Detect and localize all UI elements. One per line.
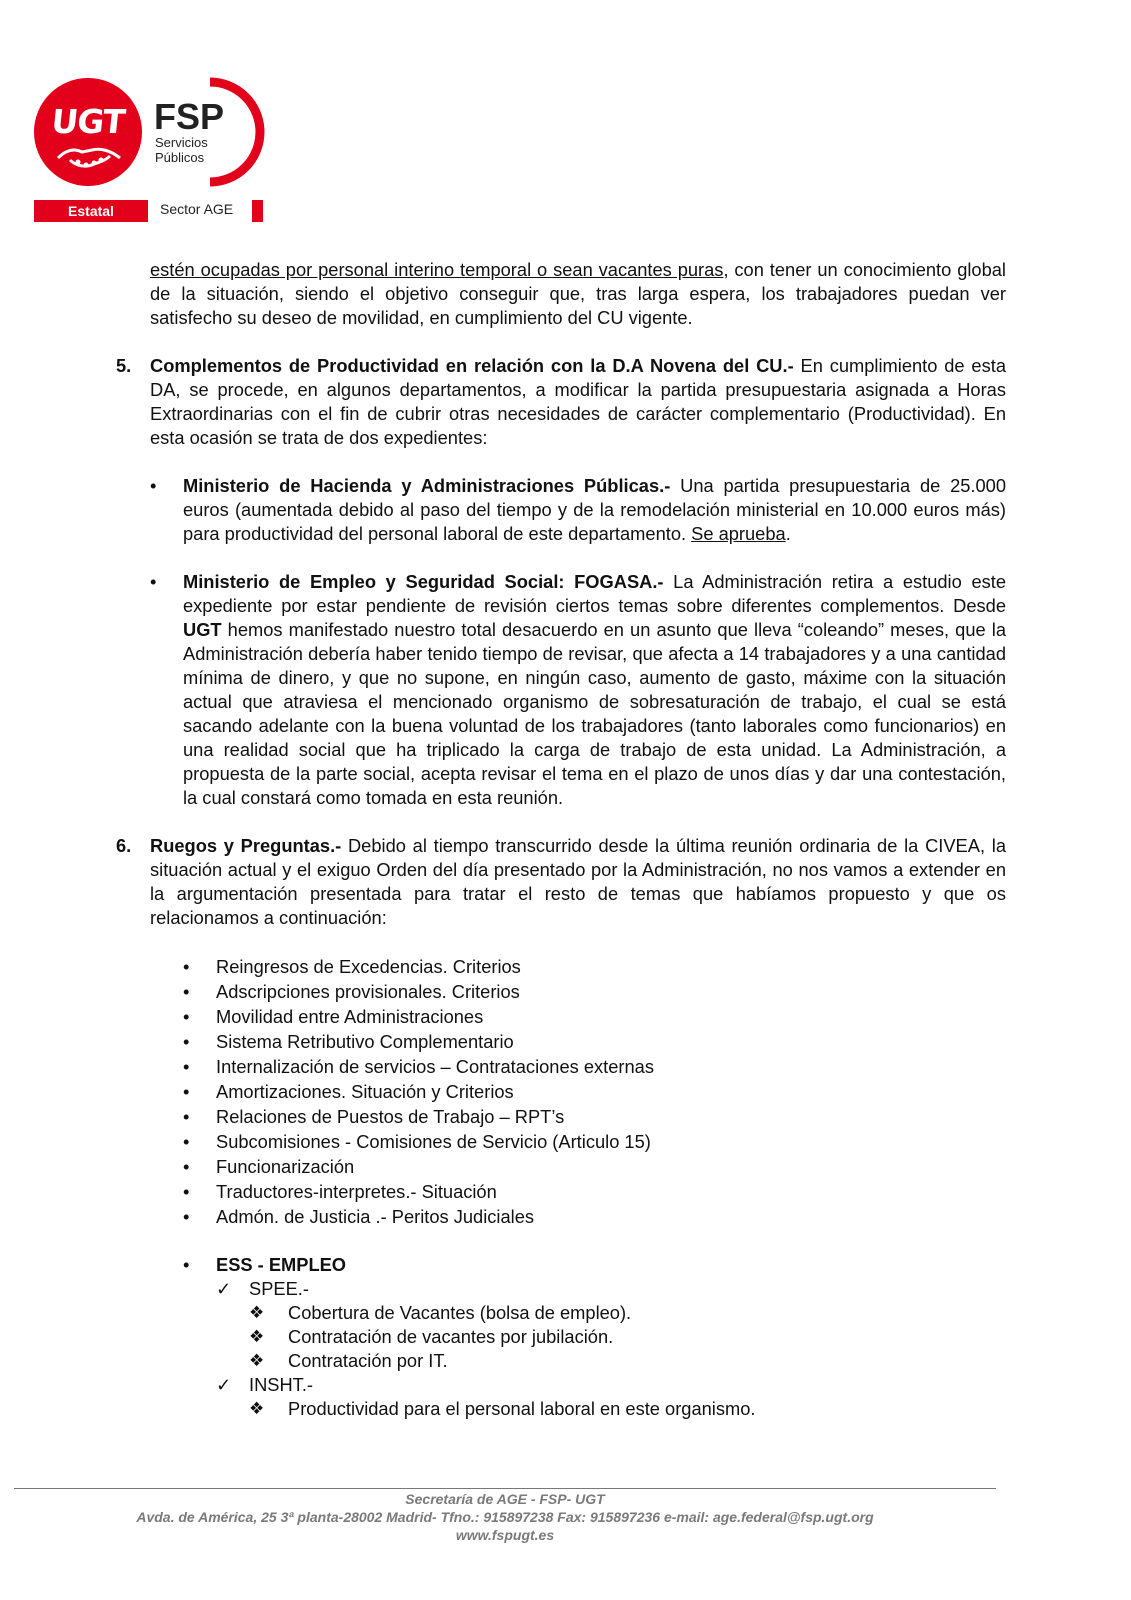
letterhead-logo — [34, 76, 274, 226]
topic-text: Internalización de servicios – Contrataciones externas — [216, 1056, 654, 1077]
diamond-bullet-icon: ❖ — [249, 1351, 265, 1370]
fogasa-text-2: hemos manifestado nuestro total desacuerdo en un asunto que lleva “coleando” meses, que la Administración debería haber tenido tiempo de revisar, que afecta a 14 trabajadores y a una cantidad mínima de dinero, y que no supone, en ningún caso, aumento de gasto, máxime con la situación actual que atraviesa el mencionado organismo de sobresaturación de trabajo, el cual se está sacando adelante con la buena voluntad de los trabajadores (tanto laborales como funcionarios) en una realidad social que ha triplicado la carga de trabajo de esta unidad. La Administración, a propuesta de la parte social, acepta revisar el tema en el plazo de unos días y dar una contestación, la cual constará como tomada en esta reunión. — [183, 619, 1006, 808]
list-item — [116, 1301, 1006, 1325]
list-item — [116, 1325, 1006, 1349]
topic-text: Funcionarización — [216, 1156, 355, 1177]
item-6-title: Ruegos y Preguntas.- — [150, 835, 342, 856]
hacienda-approved: Se aprueba — [691, 523, 786, 544]
insht-heading — [116, 1373, 1006, 1397]
ess-title: ESS - EMPLEO — [216, 1254, 347, 1275]
intro-underlined-text: estén ocupadas por personal interino temporal o sean vacantes puras — [150, 259, 724, 280]
list-item — [116, 1029, 1006, 1054]
bullet-icon: • — [150, 475, 157, 496]
topic-text: Sistema Retributivo Complementario — [216, 1031, 514, 1052]
topics-list — [116, 954, 1006, 1229]
list-item — [116, 1349, 1006, 1373]
bullet-icon: • — [183, 1181, 190, 1202]
topic-text: Amortizaciones. Situación y Criterios — [216, 1081, 514, 1102]
hacienda-text: Una partida presupuestaria de 25.000 euros (aumentada debido al paso del tiempo y de la remodelación ministerial en 10.000 euros más) para productividad del personal laboral de este departamento. — [183, 475, 1007, 544]
list-item — [116, 1204, 1006, 1229]
checkmark-icon: ✓ — [216, 1278, 232, 1299]
spee-item-text: Cobertura de Vacantes (bolsa de empleo). — [288, 1302, 632, 1323]
document-body — [116, 258, 1006, 1421]
bullet-icon: • — [150, 571, 157, 592]
footer-website: www.fspugt.es — [455, 1527, 555, 1543]
list-item — [116, 1179, 1006, 1204]
topic-text: Movilidad entre Administraciones — [216, 1006, 484, 1027]
insht-item-text: Productividad para el personal laboral en este organismo. — [288, 1398, 756, 1419]
red-bar-mark — [252, 200, 263, 222]
bullet-icon: • — [183, 1206, 190, 1227]
diamond-bullet-icon: ❖ — [249, 1327, 265, 1346]
topic-text: Reingresos de Excedencias. Criterios — [216, 956, 521, 977]
bullet-icon: • — [183, 1156, 190, 1177]
item-6-number: 6. — [116, 835, 132, 856]
list-item — [116, 1004, 1006, 1029]
intro-text: , con tener un conocimiento global de la situación, siendo el objetivo conseguir que, tras larga espera, los trabajadores puedan ver satisfecho su deseo de movilidad, en cumplimiento del CU vigente. — [150, 259, 1006, 328]
footer-divider — [14, 1488, 996, 1489]
ess-empleo-heading — [116, 1253, 1006, 1277]
bullet-icon: • — [183, 1081, 190, 1102]
handshake-icon — [56, 138, 122, 172]
diamond-bullet-icon: ❖ — [249, 1399, 265, 1418]
item-6-text: Debido al tiempo transcurrido desde la última reunión ordinaria de la CIVEA, la situación actual y el exiguo Orden del día presentado por la Administración, no nos vamos a extender en la argumentación presentada para tratar el resto de temas que habíamos propuesto y que os relacionamos a continuación: — [150, 835, 1006, 928]
hacienda-end: . — [785, 523, 791, 544]
fogasa-ugt: UGT — [183, 619, 222, 640]
item-6 — [116, 834, 1006, 930]
topic-text: Traductores-interpretes.- Situación — [216, 1181, 497, 1202]
topic-text: Relaciones de Puestos de Trabajo – RPT’s — [216, 1106, 565, 1127]
topic-text: Admón. de Justicia .- Peritos Judiciales — [216, 1206, 535, 1227]
servicios-publicos-text — [155, 135, 208, 165]
fsp-logo-text: FSP — [154, 96, 225, 137]
item-5 — [116, 354, 1006, 450]
insht-label: INSHT.- — [249, 1374, 313, 1395]
footer-address: Avda. de América, 25 3ª planta-28002 Madrid- Tfno.: 915897238 Fax: 915897236 e-mail: age.federal@fsp.ugt.org — [136, 1509, 874, 1525]
fogasa-title: Ministerio de Empleo y Seguridad Social: FOGASA.- — [183, 571, 664, 592]
spee-item-text: Contratación de vacantes por jubilación. — [288, 1326, 614, 1347]
list-item — [116, 1129, 1006, 1154]
item-5-bullet-hacienda — [116, 474, 1006, 546]
item-5-number: 5. — [116, 355, 132, 376]
bullet-icon: • — [183, 981, 190, 1002]
list-item — [116, 1154, 1006, 1179]
list-item — [116, 1397, 1006, 1421]
ugt-logo-text: UGT — [49, 102, 127, 141]
bullet-icon: • — [183, 1131, 190, 1152]
bullet-icon: • — [183, 1006, 190, 1027]
list-item — [116, 954, 1006, 979]
list-item — [116, 979, 1006, 1004]
footer — [14, 1490, 996, 1544]
bullet-icon: • — [183, 1254, 190, 1275]
servicios-word: Servicios — [155, 135, 208, 150]
fogasa-text-1: La Administración retira a estudio este expediente por estar pendiente de revisión ciertos temas sobre diferentes complementos. Desde — [183, 571, 1006, 616]
footer-line-1: Secretaría de AGE - FSP- UGT — [405, 1491, 605, 1507]
list-item — [116, 1054, 1006, 1079]
topic-text: Adscripciones provisionales. Criterios — [216, 981, 520, 1002]
bullet-icon: • — [183, 1106, 190, 1127]
spee-heading — [116, 1277, 1006, 1301]
diamond-bullet-icon: ❖ — [249, 1303, 265, 1322]
bullet-icon: • — [183, 956, 190, 977]
topic-text: Subcomisiones - Comisiones de Servicio (Articulo 15) — [216, 1131, 651, 1152]
checkmark-icon: ✓ — [216, 1374, 232, 1395]
intro-paragraph — [150, 258, 1006, 330]
hacienda-title: Ministerio de Hacienda y Administraciones Públicas.- — [183, 475, 671, 496]
bullet-icon: • — [183, 1056, 190, 1077]
bullet-icon: • — [183, 1031, 190, 1052]
sector-age-label: Sector AGE — [160, 201, 234, 217]
item-5-bullet-fogasa — [116, 570, 1006, 810]
list-item — [116, 1104, 1006, 1129]
item-5-title: Complementos de Productividad en relación con la D.A Novena del CU.- — [150, 355, 794, 376]
estatal-band: Estatal — [34, 200, 148, 222]
item-5-text: En cumplimiento de esta DA, se procede, en algunos departamentos, a modificar la partida presupuestaria asignada a Horas Extraordinarias con el fin de cubrir otras necesidades de carácter complementario (Productividad). En esta ocasión se trata de dos expedientes: — [150, 355, 1006, 448]
spee-label: SPEE.- — [249, 1278, 309, 1299]
list-item — [116, 1079, 1006, 1104]
publicos-word: Públicos — [155, 150, 205, 165]
spee-item-text: Contratación por IT. — [288, 1350, 448, 1371]
